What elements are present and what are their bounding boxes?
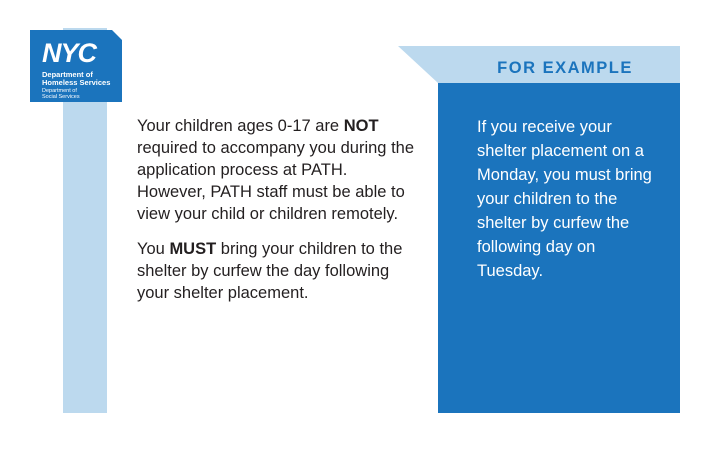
logo-department-line1: Department of [42,70,93,79]
main-text [137,115,419,317]
nyc-dhs-logo [30,30,122,102]
children-not-required-paragraph [137,115,419,225]
p2-text-end: bring your children to the shelter by curfew the day following your shelter placement. [137,240,403,302]
logo-sub-line1: Department of [42,88,77,94]
logo-sub-line2: Social Services [42,94,80,100]
logo-mark: NYC [42,38,97,68]
example-header: FOR EXAMPLE [497,59,633,77]
p1-emphasis: NOT [343,117,379,135]
p2-text-start: You [137,240,170,258]
logo-department-line2: Homeless Services [42,78,111,87]
logo-department [42,71,122,87]
must-bring-paragraph [137,238,419,304]
p1-text-end: required to accompany you during the application process at PATH. However, PATH staff must be able to view your child or children remotely. [137,139,415,223]
p2-emphasis: MUST [169,240,217,258]
p1-text-start: Your children ages 0-17 are [137,117,344,135]
example-text: If you receive your shelter placement on a Monday, you must bring your children to the shelter by curfew the following day on Tuesday. [477,118,652,280]
logo-sub-department [42,88,122,100]
